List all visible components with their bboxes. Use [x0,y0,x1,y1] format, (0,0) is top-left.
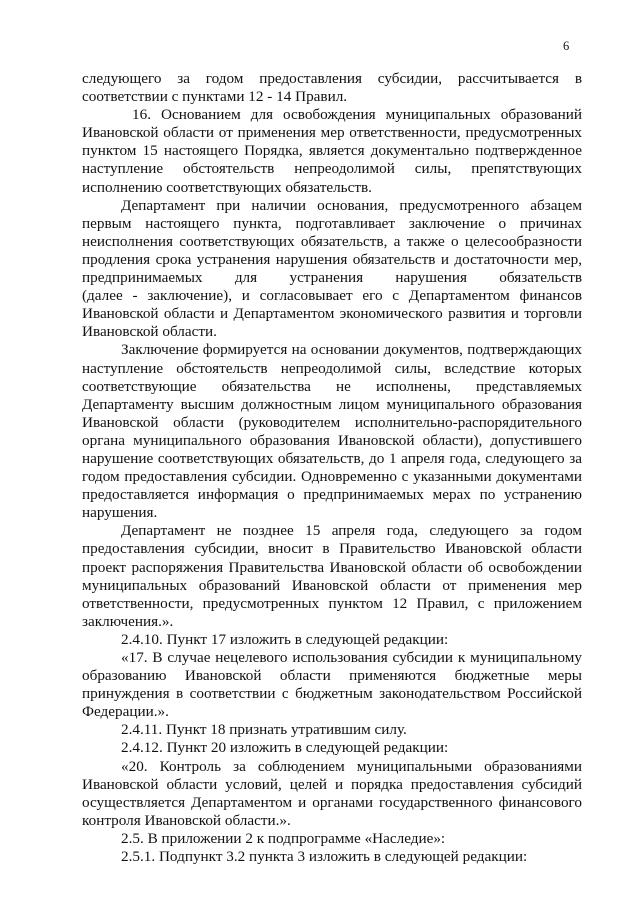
text-line: соответствии с пунктами 12 - 14 Правил. [82,88,348,106]
text-line: органа муниципального образования Ивановской области), допустившего [82,431,582,449]
text-line: наступление обстоятельств непреодолимой силы, препятствующих [82,160,582,178]
text-line: Департамент при наличии основания, предусмотренного абзацем [121,196,582,214]
text-line: предоставляется информация о предпринимаемых мерах по устранению [82,486,582,504]
text-line: предпринимаемых для устранения нарушения обязательств [82,269,582,287]
paragraph [82,721,582,739]
text-line: продления срока устранения нарушения обязательств и достаточности мер, [82,250,582,268]
text-line: первым настоящего пункта, подготавливает заключение о причинах [82,214,582,232]
text-line: проект распоряжения Правительства Ивановской области об освобождении [82,558,582,576]
text-line: образованию Ивановской области применяются бюджетные меры [82,667,582,685]
document-body [82,70,582,866]
text-line: 16. Основанием для освобождения муниципальных образований [132,106,582,124]
text-line: 2.4.10. Пункт 17 изложить в следующей редакции: [121,630,449,648]
text-line: ответственности, предусмотренных пунктом 12 Правил, с приложением [82,594,582,612]
text-line: наступление обстоятельств непреодолимой силы, вследствие которых [82,359,582,377]
text-line: исполнению соответствующих обязательств. [82,178,372,196]
text-line: Заключение формируется на основании документов, подтверждающих [121,341,582,359]
text-line: нарушения. [82,504,158,522]
paragraph [82,830,582,848]
text-line: «20. Контроль за соблюдением муниципальными образованиями [121,757,582,775]
paragraph [82,758,582,830]
paragraph [82,106,582,196]
text-line: контроля Ивановской области.». [82,811,291,829]
text-line: Федерации.». [82,703,169,721]
paragraph [82,197,582,342]
text-line: Департаменту высшим должностным лицом муниципального образования [82,395,582,413]
text-line: Ивановской области от применения мер ответственности, предусмотренных [82,124,582,142]
text-line: соответствующие обязательства не исполнены, представляемых [82,377,582,395]
text-line: пунктом 15 настоящего Порядка, является документально подтвержденное [82,142,582,160]
paragraph [82,70,582,106]
text-line: «17. В случае нецелевого использования субсидии к муниципальному [121,649,582,666]
text-line: неисполнения соответствующих обязательств, а также о целесообразности [82,232,582,250]
text-line: Ивановской области условий, целей и порядка предоставления субсидий [82,775,582,793]
paragraph [82,341,582,522]
text-line: годом предоставления субсидии. Одновременно с указанными документами [82,468,582,486]
text-line: Ивановской области и Департаментом экономического развития и торговли [82,305,582,323]
text-line: 2.5.1. Подпункт 3.2 пункта 3 изложить в следующей редакции: [121,848,528,866]
paragraph [82,631,582,649]
paragraph [82,649,582,721]
text-line: предоставления субсидии, вносит в Правительство Ивановской области [82,540,582,558]
text-line: муниципальных образований Ивановской области от применения мер [82,576,582,594]
text-line: осуществляется Департаментом и органами государственного финансового [82,793,582,811]
text-line: 2.4.11. Пункт 18 признать утратившим силу. [121,721,407,739]
text-line: 2.5. В приложении 2 к подпрограмме «Наследие»: [121,829,446,847]
paragraph [82,739,582,757]
text-line: (далее - заключение), и согласовывает его с Департаментом финансов [82,287,582,305]
paragraph [82,848,582,866]
text-line: Департамент не позднее 15 апреля года, следующего за годом [121,522,582,540]
paragraph [82,522,582,631]
page-number: 6 [563,39,570,53]
text-line: следующего за годом предоставления субсидии, рассчитывается в [82,70,582,87]
text-line: Ивановской области (руководителем исполнительно-распорядительного [82,413,582,431]
text-line: принуждения в соответствии с бюджетным законодательством Российской [82,685,582,703]
text-line: Ивановской области. [82,323,217,341]
text-line: 2.4.12. Пункт 20 изложить в следующей редакции: [121,739,449,757]
text-line: заключения.». [82,612,174,630]
text-line: нарушение соответствующих обязательств, до 1 апреля года, следующего за [82,449,582,467]
